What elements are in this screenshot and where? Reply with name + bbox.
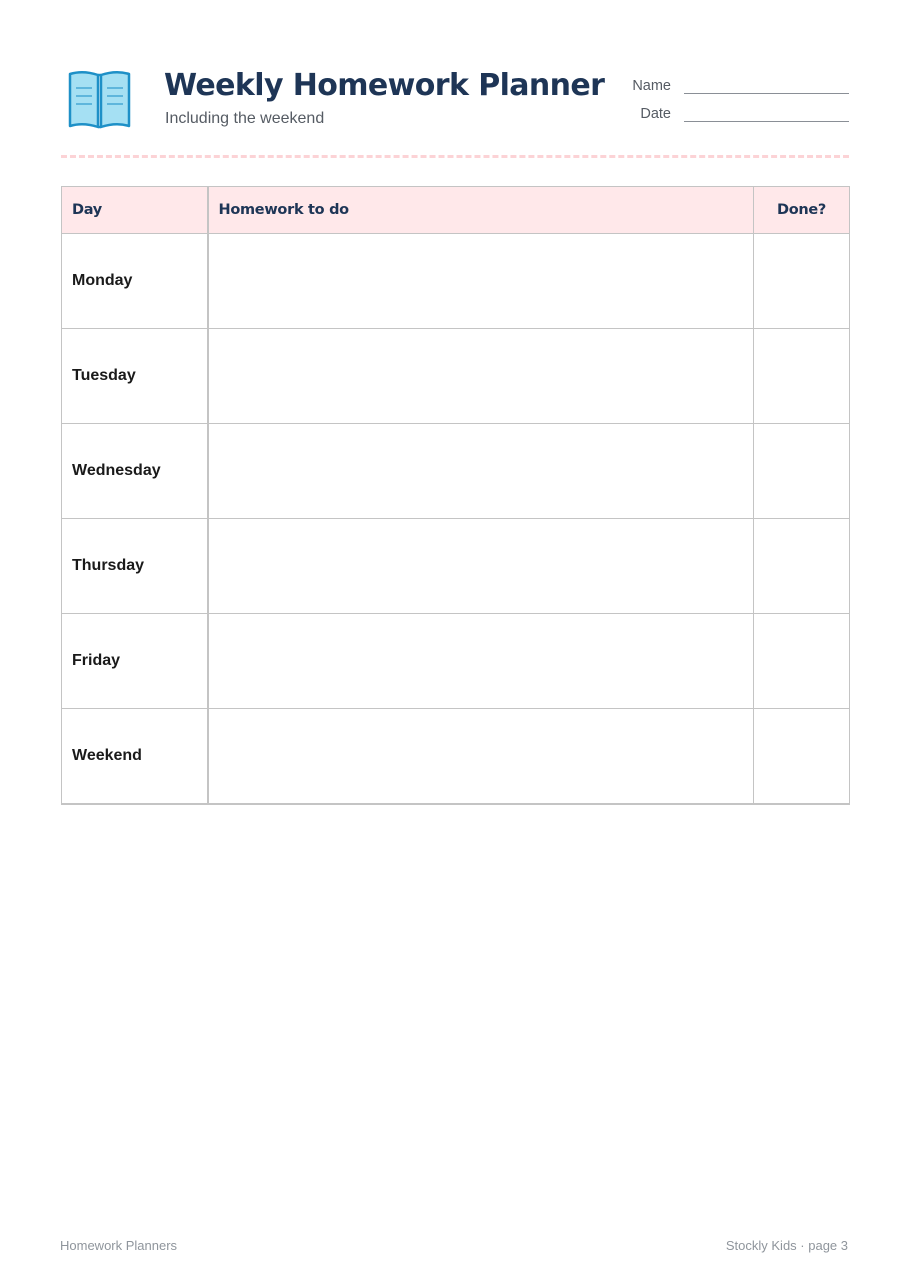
table-row-thursday [62,519,850,614]
table-row-tuesday [62,329,850,424]
column-header-day: Day [62,187,208,234]
homework-cell[interactable] [208,234,754,329]
homework-cell[interactable] [208,614,754,709]
done-cell[interactable] [754,519,850,614]
day-cell: Thursday [62,519,208,614]
homework-cell[interactable] [208,709,754,805]
date-label: Date [640,106,671,122]
day-cell: Friday [62,614,208,709]
table-header-row [62,187,850,234]
date-input-line[interactable] [684,121,849,122]
table-row-friday [62,614,850,709]
footer-collection-name: Homework Planners [60,1238,178,1253]
homework-cell[interactable] [208,329,754,424]
table-row-monday [62,234,850,329]
day-cell: Weekend [62,709,208,805]
page-title: Weekly Homework Planner [164,68,605,103]
homework-cell[interactable] [208,519,754,614]
page-subtitle: Including the weekend [165,110,325,127]
done-cell[interactable] [754,329,850,424]
name-field[interactable] [600,73,849,95]
date-field[interactable] [600,101,849,123]
header-divider [61,155,849,158]
homework-cell[interactable] [208,424,754,519]
day-cell: Tuesday [62,329,208,424]
day-cell: Wednesday [62,424,208,519]
table-row-wednesday [62,424,850,519]
done-cell[interactable] [754,424,850,519]
table-row-weekend [62,709,850,805]
done-cell[interactable] [754,709,850,805]
name-input-line[interactable] [684,93,849,94]
column-header-done: Done? [754,187,850,234]
done-cell[interactable] [754,234,850,329]
name-label: Name [632,78,671,94]
day-cell: Monday [62,234,208,329]
column-header-homework: Homework to do [208,187,754,234]
homework-table [61,186,850,805]
open-book-icon [67,70,132,130]
done-cell[interactable] [754,614,850,709]
footer-page-info: Stockly Kids · page 3 [725,1238,848,1253]
